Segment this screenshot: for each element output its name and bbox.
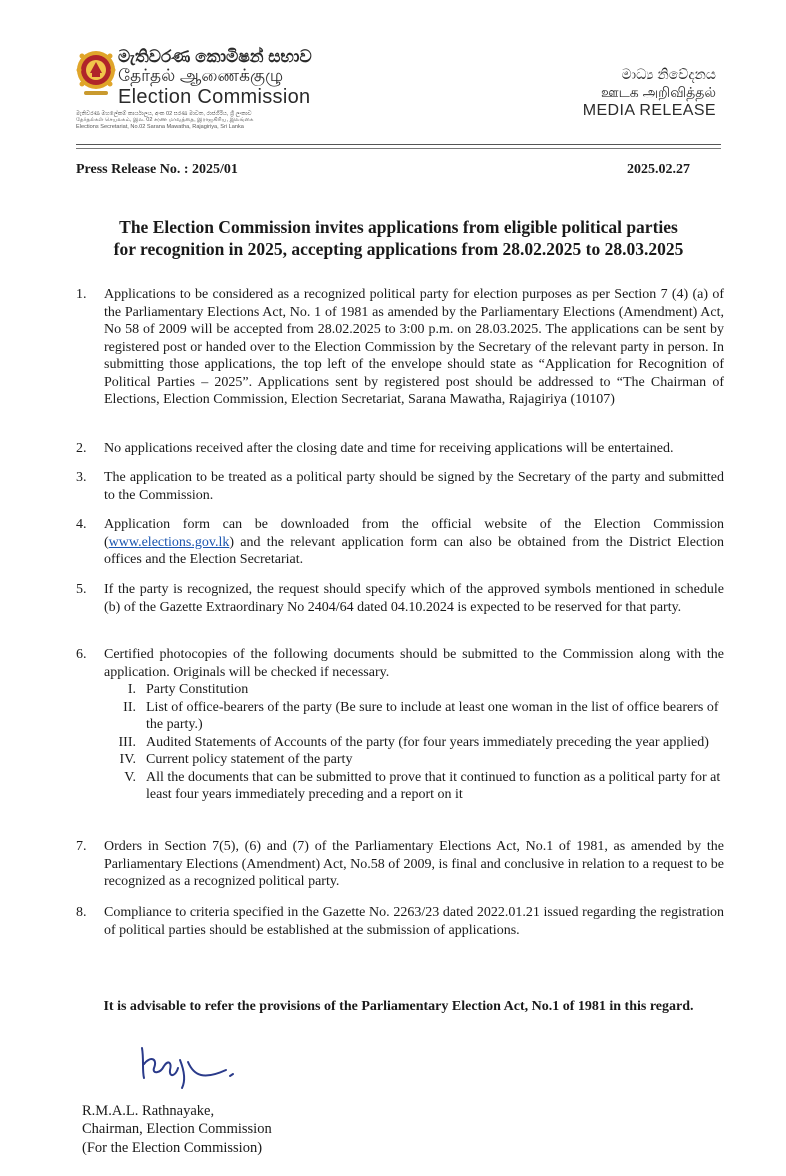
document-title — [76, 216, 721, 260]
header-divider-thin — [76, 148, 721, 149]
address-english: Elections Secretariat, No.02 Sarana Mawatha, Rajagiriya, Sri Lanka — [76, 124, 244, 130]
org-name-tamil: தேர்தல் ஆணைக்குழு — [118, 66, 284, 85]
item-text: Orders in Section 7(5), (6) and (7) of the Parliamentary Elections Act, No.1 of 1981, as amended by the Parliamentary Elections (Amendment) Act, No.58 of 2009, is final and conclusive in relation to a request to be recognized as a recognized political party. — [104, 839, 724, 889]
list-item — [76, 469, 724, 504]
roman-numeral: IV. — [119, 752, 136, 767]
item-text: No applications received after the closing date and time for receiving applications will be entertained. — [104, 441, 674, 456]
list-item — [76, 646, 724, 804]
header-divider — [76, 144, 721, 145]
item-text-after-link: ) and the relevant application form can also be obtained from the District Election offices and the Election Secretariat. — [104, 534, 724, 567]
item-text: Compliance to criteria specified in the Gazette No. 2263/23 dated 2022.01.21 issued regarding the registration of political parties should be established at the submission of applications. — [104, 905, 724, 938]
address-tamil: தேர்தல்கள் செயலகம், இல. 02 சரண மாவத்தை, இராஜகிரிய, இலங்கை — [76, 117, 254, 123]
item-number: 4. — [76, 517, 87, 532]
signatory-title: Chairman, Election Commission — [82, 1121, 272, 1137]
press-release-number: Press Release No. : 2025/01 — [76, 162, 238, 177]
address-sinhala: මැතිවරණ මහලේකම් කාර්යාලය, අංක 02 සරණ මාවත, රාජගිරිය, ශ්‍රී ලංකාව — [76, 111, 252, 117]
media-release-sinhala: මාධ්‍ය නිවේදනය — [621, 66, 716, 82]
list-item — [76, 440, 724, 458]
item-text: If the party is recognized, the request should specify which of the approved symbols mentioned in schedule (b) of the Gazette Extraordinary No 2404/64 dated 04.10.2024 is expected to be reserved for that party. — [104, 582, 724, 615]
signatory-on-behalf: (For the Election Commission) — [82, 1140, 263, 1156]
document-list-item — [100, 769, 724, 804]
roman-numeral: V. — [124, 769, 136, 785]
item-text: The application to be treated as a political party should be signed by the Secretary of the party and submitted to the Commission. — [104, 470, 724, 503]
document-list-item — [100, 681, 724, 699]
signature-icon — [134, 1040, 244, 1092]
item-number: 8. — [76, 905, 87, 920]
document-list-item — [100, 734, 724, 752]
document-list-item — [100, 751, 724, 769]
item-text: Applications to be considered as a recognized political party for election purposes as per Section 7 (4) (a) of the Parliamentary Elections Act, No. 1 of 1981 as amended by the Parliamentary Elections (Amendment) Act, No 58 of 2009 will be accepted from 28.02.2025 to 3:00 p.m. on 28.03.2025. The applications can be sent by registered post or handed over to the Election Commission by the Secretary of the relevant party in person. In submitting those applications, the top left of the envelope should state as “Application for Recognition of Political Parties – 2025”. Applications sent by registered post should be addressed to “The Chairman of Elections, Election Commission, Election Secretariat, Sarana Mawatha, Rajagiriya (10107) — [104, 287, 724, 407]
document-text: Current policy statement of the party — [146, 752, 353, 767]
media-release-english: MEDIA RELEASE — [582, 102, 716, 119]
item-number: 1. — [76, 287, 87, 302]
release-date: 2025.02.27 — [627, 162, 690, 177]
org-name-english: Election Commission — [118, 86, 311, 108]
title-line-2: for recognition in 2025, accepting applications from 28.02.2025 to 28.03.2025 — [113, 239, 684, 259]
signatory-name: R.M.A.L. Rathnayake, — [82, 1103, 215, 1119]
item-number: 6. — [76, 647, 87, 662]
item-text-before-link: Application form can be downloaded from the official website of the Election Commission ( — [104, 517, 724, 550]
list-item — [76, 838, 724, 891]
advisory-note: It is advisable to refer the provisions of the Parliamentary Election Act, No.1 of 1981 in this regard. — [103, 999, 694, 1014]
item-number: 7. — [76, 839, 87, 854]
document-text: List of office-bearers of the party (Be sure to include at least one woman in the list of office bearers of the party.) — [146, 699, 719, 732]
item-text — [104, 516, 724, 569]
media-release-tamil: ஊடக அறிவித்தல் — [600, 84, 716, 100]
list-item — [76, 516, 724, 569]
list-item — [76, 904, 724, 939]
document-list-item — [100, 699, 724, 734]
election-commission-emblem-icon — [76, 46, 116, 118]
document-text: All the documents that can be submitted to prove that it continued to function as a political party for at least four years immediately preceding and a report on it — [146, 769, 721, 802]
document-text: Party Constitution — [146, 682, 249, 697]
item-text: Certified photocopies of the following documents should be submitted to the Commission along with the application. Originals will be checked if necessary. — [104, 647, 724, 680]
document-text: Audited Statements of Accounts of the party (for four years immediately preceding the year applied) — [146, 734, 709, 750]
roman-numeral: III. — [118, 734, 136, 750]
title-line-1: The Election Commission invites applications from eligible political parties — [119, 217, 678, 237]
list-item — [76, 581, 724, 616]
item-number: 3. — [76, 470, 87, 485]
item-number: 2. — [76, 441, 87, 456]
roman-numeral: II. — [123, 699, 136, 715]
roman-numeral: I. — [127, 682, 136, 697]
item-number: 5. — [76, 582, 87, 597]
website-link[interactable]: www.elections.gov.lk — [108, 534, 230, 550]
list-item — [76, 286, 724, 409]
org-name-sinhala: මැතිවරණ කොමිෂන් සභාව — [118, 47, 312, 66]
